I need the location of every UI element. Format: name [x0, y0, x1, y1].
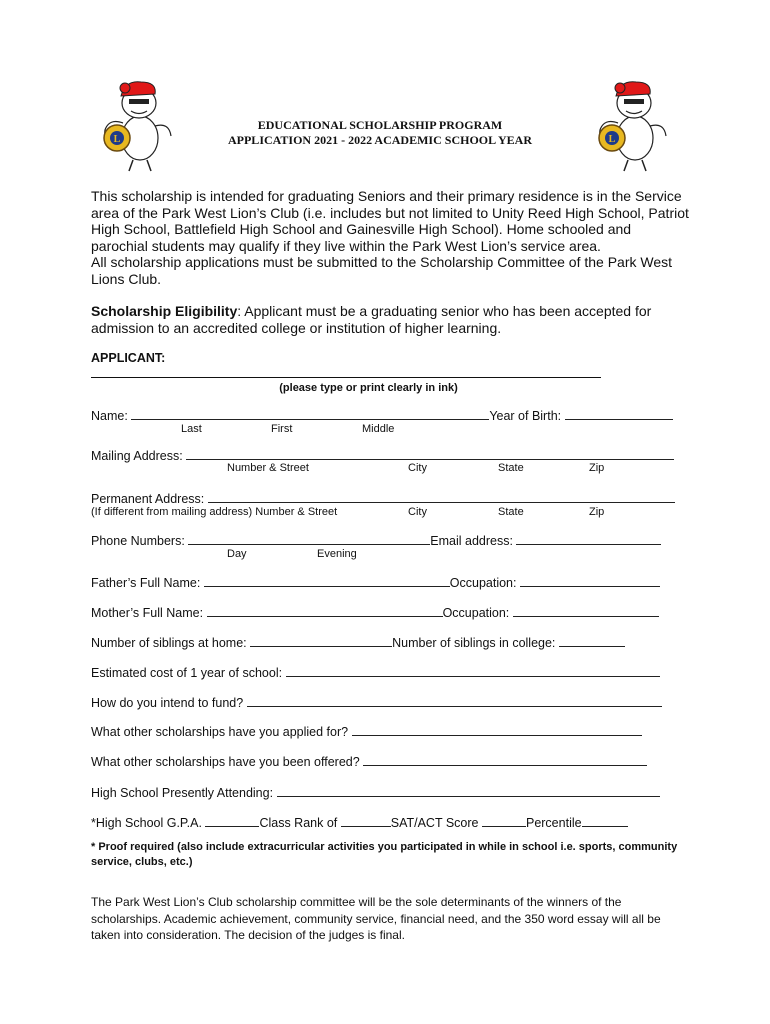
father-occupation-label: Occupation:: [449, 576, 517, 590]
fund-field[interactable]: [247, 695, 662, 707]
permanent-city-caption: City: [408, 506, 427, 518]
sat-act-field[interactable]: [482, 815, 526, 827]
permanent-note-caption: (If different from mailing address) Number & Street: [91, 506, 338, 518]
name-row: [91, 408, 673, 423]
logo-letter: L: [608, 134, 616, 145]
mailing-city-caption: City: [408, 462, 427, 474]
intro-paragraph-1: This scholarship is intended for graduating Seniors and their primary residence is in the Service area of the Park West Lion’s Club (i.e. includes but not limited to Unity Reed High School, Patriot High School, Battlefield High School and Gainesville High School). Home schooled and parochial students may qualify if they live within the Park West Lion’s service area.: [91, 188, 689, 254]
intro-paragraph-2: All scholarship applications must be submitted to the Scholarship Committee of the Park West Lions Club.: [91, 254, 673, 287]
name-middle-caption: Middle: [362, 423, 395, 435]
mailing-state-caption: State: [498, 462, 524, 474]
lions-club-mascot-icon: [590, 78, 670, 173]
mailing-zip-caption: Zip: [589, 462, 605, 474]
mother-occupation-label: Occupation:: [442, 606, 510, 620]
print-note: (please type or print clearly in ink): [279, 382, 458, 394]
siblings-college-label: Number of siblings in college:: [392, 636, 556, 650]
cost-field[interactable]: [286, 665, 660, 677]
cost-label: Estimated cost of 1 year of school:: [91, 666, 283, 680]
high-school-field[interactable]: [277, 785, 660, 797]
father-occupation-field[interactable]: [520, 575, 660, 587]
class-rank-field[interactable]: [341, 815, 391, 827]
applicant-name-line[interactable]: [91, 377, 601, 378]
email-field[interactable]: [516, 533, 661, 545]
high-school-row: [91, 785, 660, 800]
cost-row: [91, 665, 660, 680]
siblings-home-field[interactable]: [250, 635, 392, 647]
scholarships-offered-field[interactable]: [363, 754, 647, 766]
logo-letter: L: [113, 134, 121, 145]
siblings-college-field[interactable]: [559, 635, 625, 647]
phone-evening-caption: Evening: [317, 548, 357, 560]
title-line-2: APPLICATION 2021 - 2022 ACADEMIC SCHOOL YEAR: [227, 133, 533, 147]
scholarships-applied-label: What other scholarships have you applied for?: [91, 725, 349, 739]
name-field[interactable]: [131, 408, 489, 420]
eligibility-text: : Applicant must be a graduating senior who has been accepted for admission to an accredited college or institution of higher learning.: [91, 303, 652, 336]
intro-section: [91, 188, 691, 288]
fund-row: [91, 695, 662, 710]
scholarships-offered-label: What other scholarships have you been offered?: [91, 755, 360, 769]
percentile-label: Percentile: [525, 816, 582, 830]
applied-row: [91, 724, 642, 739]
offered-row: [91, 754, 647, 769]
class-rank-label: Class Rank of: [259, 816, 338, 830]
eligibility-section: [91, 303, 691, 337]
mother-name-label: Mother’s Full Name:: [91, 606, 204, 620]
permanent-address-label: Permanent Address:: [91, 492, 205, 506]
permanent-state-caption: State: [498, 506, 524, 518]
email-label: Email address:: [430, 534, 513, 548]
phone-row: [91, 533, 661, 548]
scholarships-applied-field[interactable]: [352, 724, 642, 736]
gpa-label: *High School G.P.A.: [91, 816, 202, 830]
mother-name-field[interactable]: [207, 605, 443, 617]
high-school-label: High School Presently Attending:: [91, 786, 274, 800]
name-last-caption: Last: [181, 423, 202, 435]
mailing-address-label: Mailing Address:: [91, 449, 183, 463]
mother-occupation-field[interactable]: [513, 605, 659, 617]
permanent-address-row: [91, 491, 675, 506]
applicant-heading: APPLICANT:: [91, 351, 166, 365]
phone-label: Phone Numbers:: [91, 534, 185, 548]
fund-label: How do you intend to fund?: [91, 696, 244, 710]
eligibility-label: Scholarship Eligibility: [91, 303, 238, 319]
permanent-zip-caption: Zip: [589, 506, 605, 518]
name-first-caption: First: [271, 423, 293, 435]
gpa-field[interactable]: [205, 815, 259, 827]
father-name-field[interactable]: [204, 575, 450, 587]
siblings-row: [91, 635, 625, 650]
document-title: [180, 118, 580, 148]
mailing-street-caption: Number & Street: [227, 462, 309, 474]
permanent-address-field[interactable]: [208, 491, 675, 503]
father-name-label: Father’s Full Name:: [91, 576, 201, 590]
phone-field[interactable]: [188, 533, 430, 545]
year-of-birth-field[interactable]: [565, 408, 673, 420]
name-label: Name:: [91, 409, 128, 423]
father-row: [91, 575, 660, 590]
phone-day-caption: Day: [227, 548, 247, 560]
year-of-birth-label: Year of Birth:: [489, 409, 562, 423]
sat-act-label: SAT/ACT Score: [390, 816, 479, 830]
title-line-1: EDUCATIONAL SCHOLARSHIP PROGRAM: [257, 118, 503, 132]
siblings-home-label: Number of siblings at home:: [91, 636, 247, 650]
mother-row: [91, 605, 659, 620]
mailing-address-row: [91, 448, 674, 463]
lions-club-mascot-icon: [95, 78, 175, 173]
percentile-field[interactable]: [582, 815, 628, 827]
proof-note: * Proof required (also include extracurricular activities you participated in while in school i.e. sports, community service, clubs, etc.): [91, 841, 678, 868]
closing-paragraph: The Park West Lion’s Club scholarship committee will be the sole determinants of the winners of the scholarships. Academic achievement, community service, financial need, and the 350 word essay will all be taken into consideration. The decision of the judges is final.: [91, 895, 661, 942]
gpa-row: [91, 815, 628, 830]
mailing-address-field[interactable]: [186, 448, 674, 460]
